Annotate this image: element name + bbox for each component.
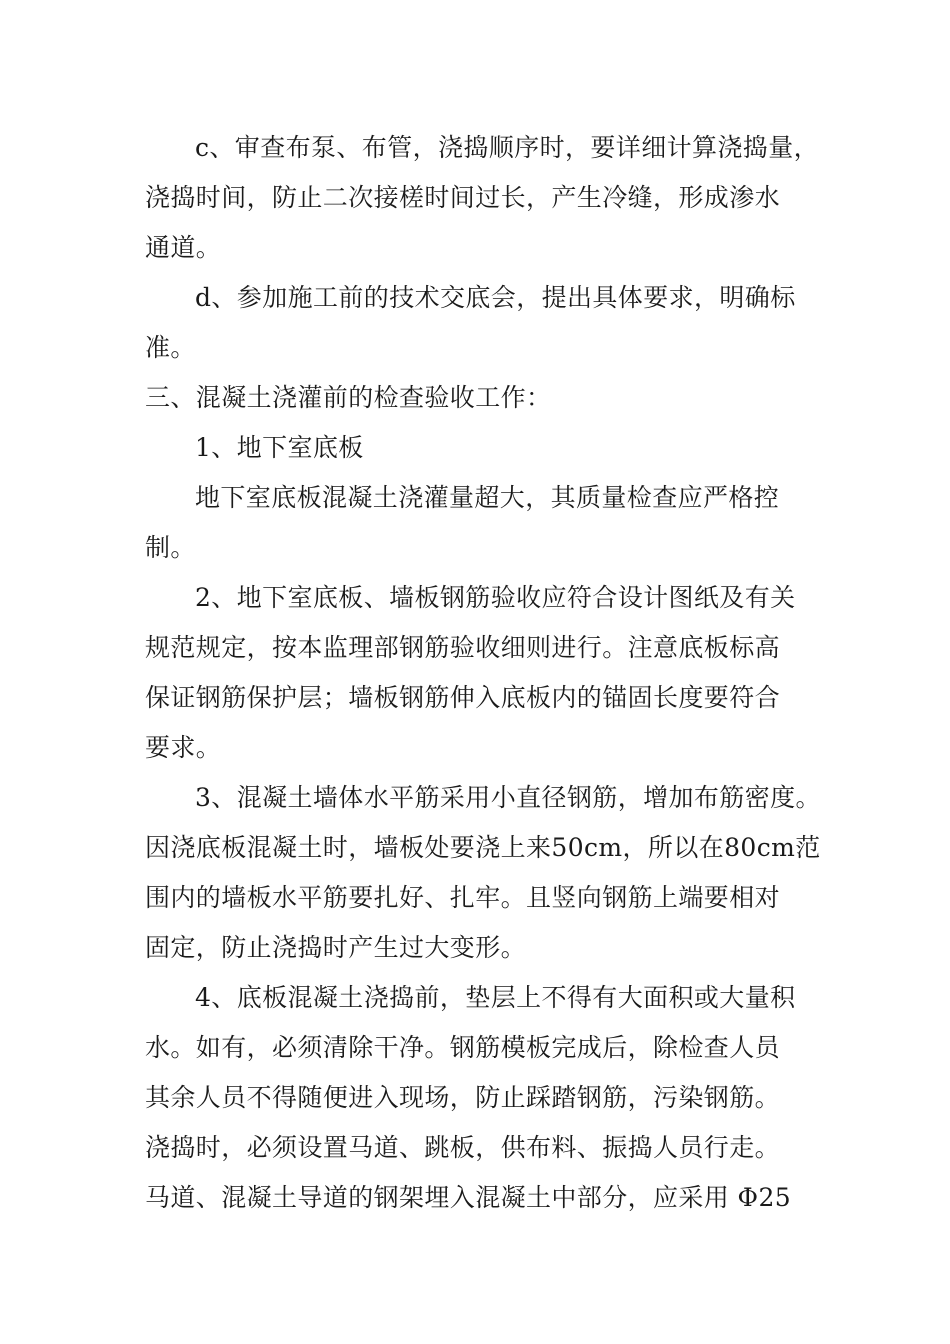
paragraph-line: 通道。 [145, 233, 222, 262]
paragraph-line: 保证钢筋保护层；墙板钢筋伸入底板内的锚固长度要符合 [145, 683, 781, 712]
paragraph-line: 浇捣时间，防止二次接槎时间过长，产生冷缝，形成渗水 [145, 183, 781, 212]
paragraph-line: 4、底板混凝土浇捣前，垫层上不得有大面积或大量积 [195, 983, 796, 1012]
paragraph-line: 3、混凝土墙体水平筋采用小直径钢筋，增加布筋密度。 [195, 783, 821, 812]
paragraph-line: 制。 [145, 533, 196, 562]
paragraph-line: 固定，防止浇捣时产生过大变形。 [145, 933, 527, 962]
paragraph-line: 准。 [145, 333, 196, 362]
paragraph-line: 地下室底板混凝土浇灌量超大，其质量检查应严格控 [195, 483, 780, 512]
paragraph-line: 水。如有，必须清除干净。钢筋模板完成后，除检查人员 [145, 1033, 781, 1062]
paragraph-line: c、审查布泵、布管，浇捣顺序时，要详细计算浇捣量， [195, 133, 820, 162]
paragraph-line: 马道、混凝土导道的钢架埋入混凝土中部分，应采用 Φ25 [145, 1183, 792, 1212]
subsection-heading: 1、地下室底板 [195, 433, 364, 462]
paragraph-line: 规范规定，按本监理部钢筋验收细则进行。注意底板标高 [145, 633, 781, 662]
paragraph-line: d、参加施工前的技术交底会，提出具体要求，明确标 [195, 283, 796, 312]
paragraph-line: 要求。 [145, 733, 222, 762]
paragraph-line: 2、地下室底板、墙板钢筋验收应符合设计图纸及有关 [195, 583, 796, 612]
paragraph-line: 因浇底板混凝土时，墙板处要浇上来50cm，所以在80cm范 [145, 833, 821, 862]
paragraph-line: 浇捣时，必须设置马道、跳板，供布料、振捣人员行走。 [145, 1133, 781, 1162]
section-heading: 三、混凝土浇灌前的检查验收工作： [145, 383, 552, 412]
paragraph-line: 其余人员不得随便进入现场，防止踩踏钢筋，污染钢筋。 [145, 1083, 781, 1112]
paragraph-line: 围内的墙板水平筋要扎好、扎牢。且竖向钢筋上端要相对 [145, 883, 781, 912]
